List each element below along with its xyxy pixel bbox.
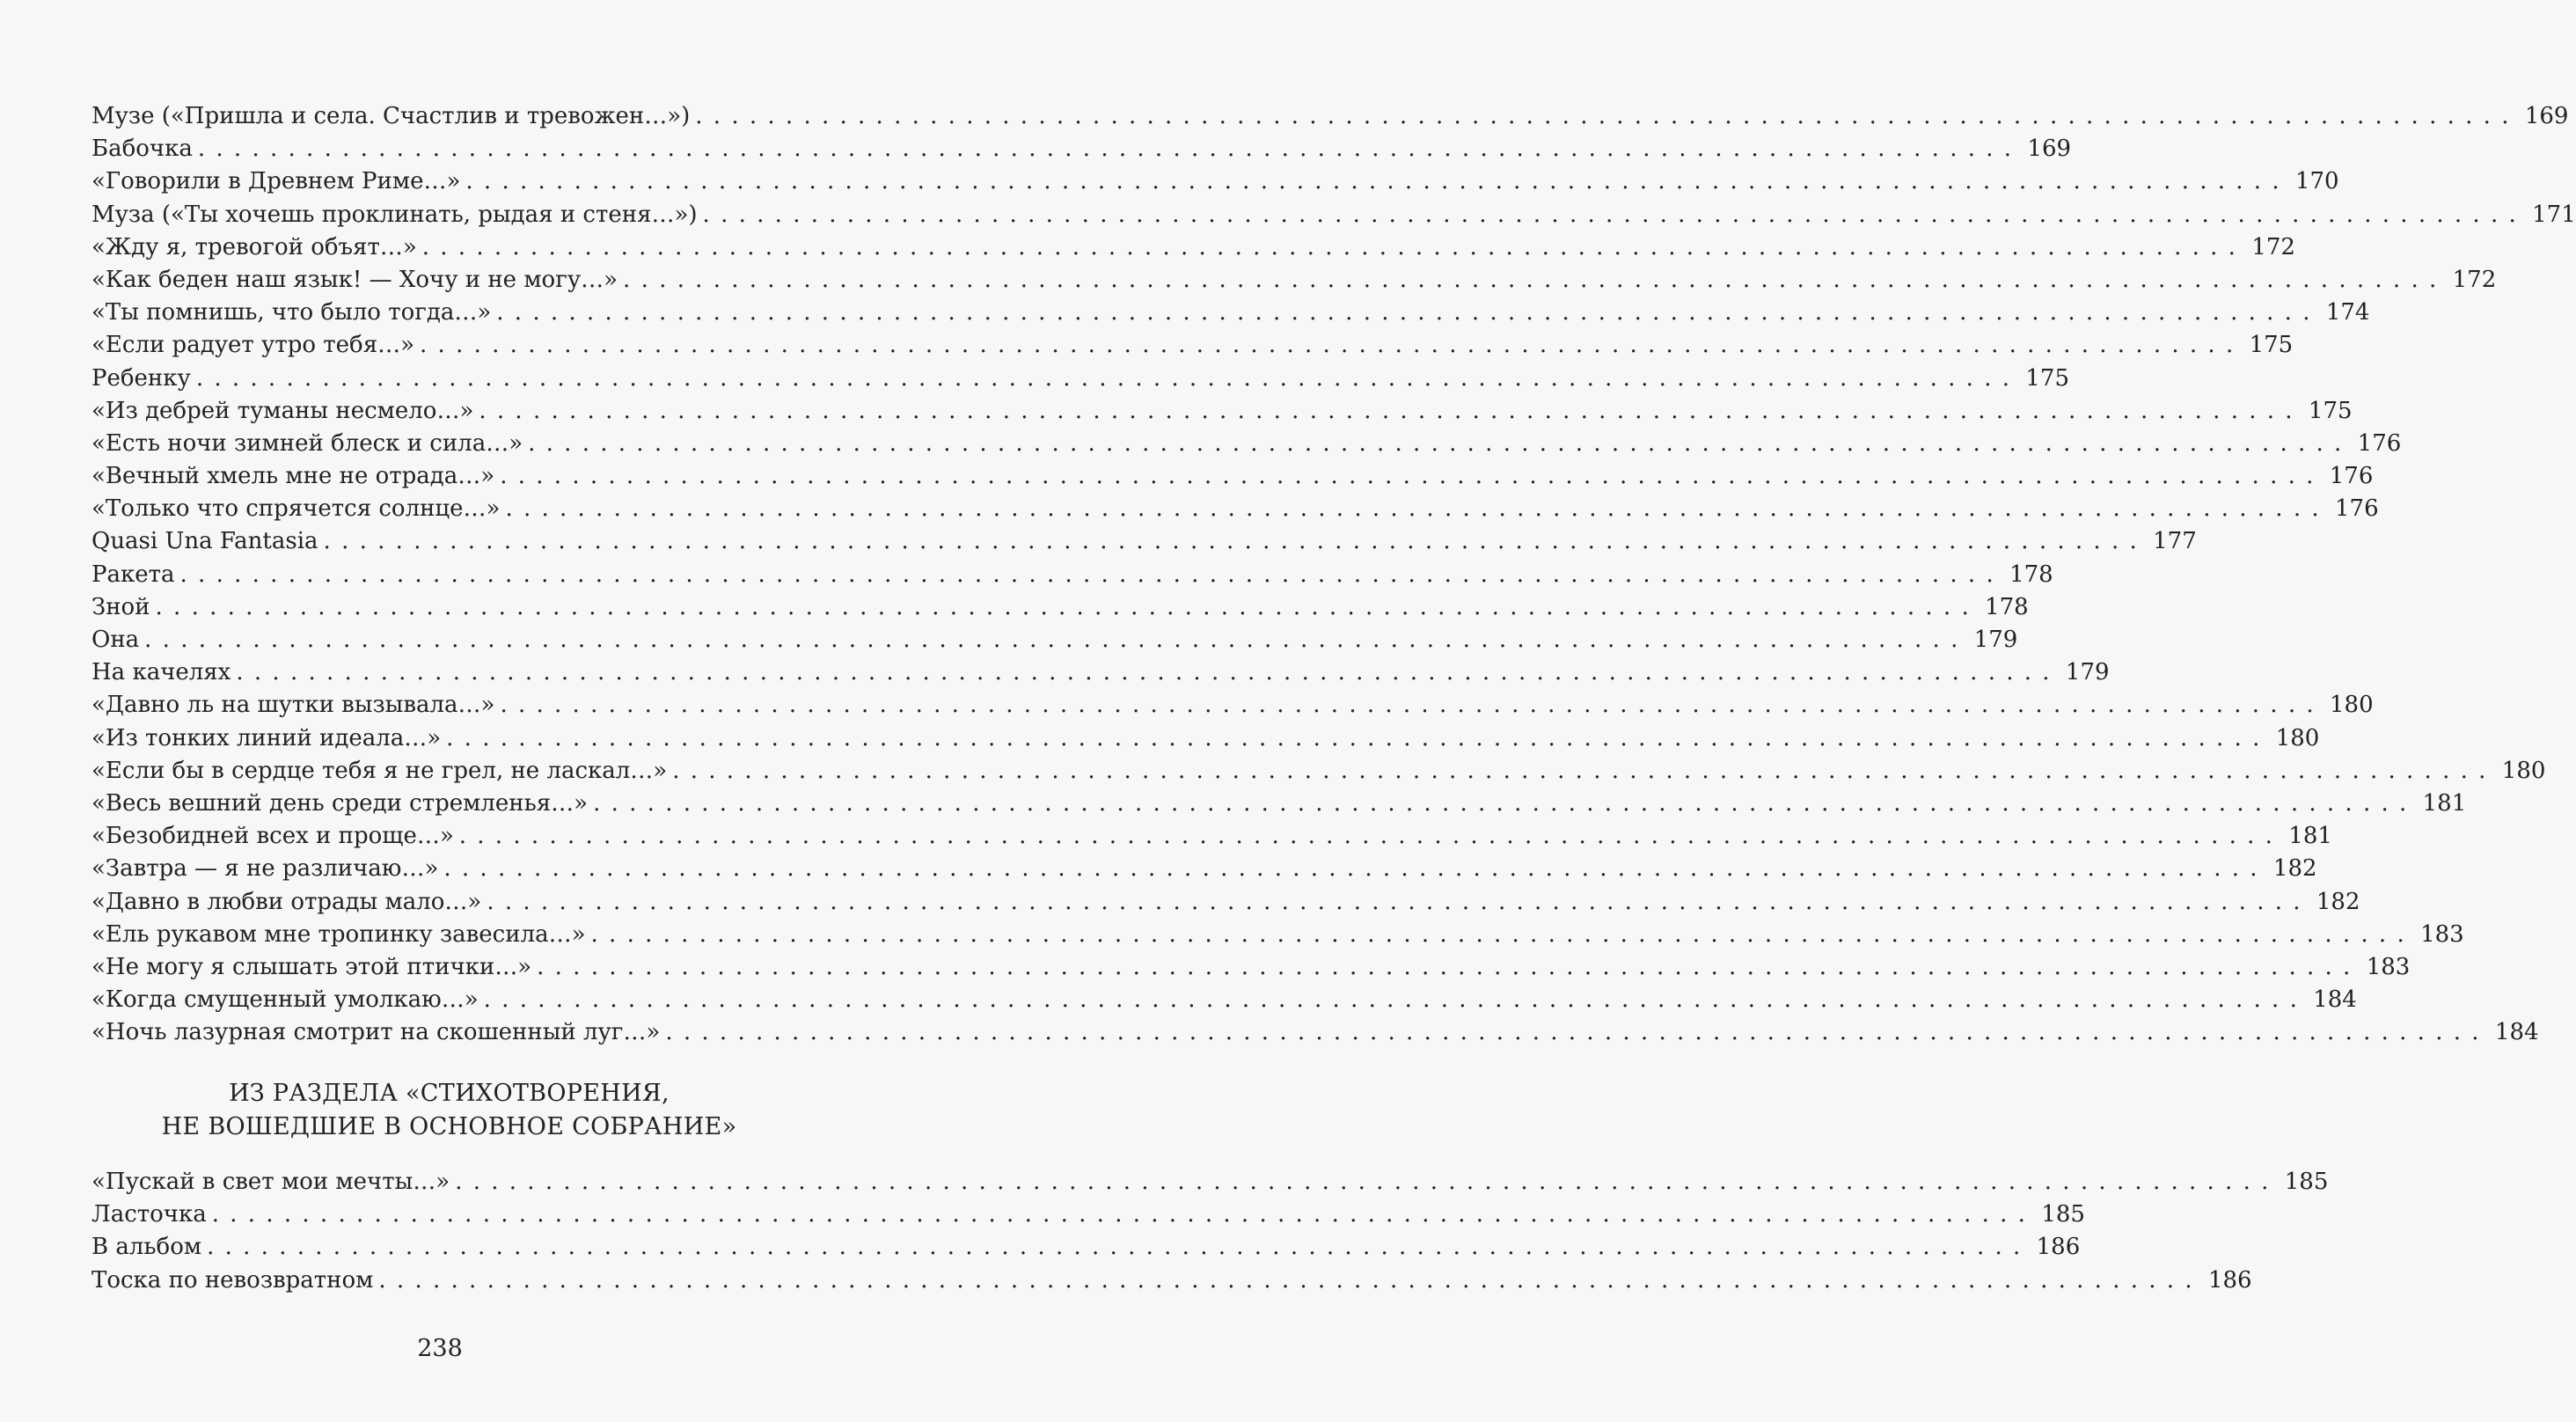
toc-entry-page: 180 <box>2501 757 2546 784</box>
toc-entry-page: 175 <box>2308 397 2353 424</box>
dot-leader <box>144 624 1959 656</box>
toc-entry-page: 185 <box>2041 1201 2085 1228</box>
toc-entry-page: 172 <box>2251 233 2295 260</box>
toc-entry-title: «Безобидней всех и проще…» <box>91 823 454 850</box>
section-heading-line-1: ИЗ РАЗДЕЛА «СТИХОТВОРЕНИЯ, <box>229 1080 670 1107</box>
toc-entry-title: «Если радует утро тебя…» <box>91 332 415 359</box>
toc-entry-title: «Как беден наш язык! — Хочу и не могу…» <box>91 266 618 293</box>
toc-entry <box>91 133 2072 165</box>
toc-entry <box>91 329 2294 362</box>
toc-entry-title: Тоска по невозвратном <box>91 1266 374 1294</box>
dot-leader <box>537 951 2352 984</box>
toc-entry-page: 185 <box>2284 1169 2329 1195</box>
toc-entry-title: «Только что спрячется солнце…» <box>91 495 501 523</box>
toc-entry <box>91 428 2402 460</box>
toc-entry-page: 169 <box>2524 103 2569 129</box>
toc-entry-page: 178 <box>1985 593 2029 620</box>
toc-entry <box>91 297 2370 329</box>
toc-entry <box>91 919 2464 951</box>
dot-leader <box>479 395 2294 428</box>
toc-entry-title: «Завтра — я не различаю…» <box>91 855 439 883</box>
toc-entry <box>91 689 2374 722</box>
toc-entry <box>91 1016 2539 1049</box>
toc-entry <box>91 624 2018 656</box>
dot-leader <box>500 689 2315 722</box>
dot-leader <box>236 656 2051 689</box>
toc-entry-page: 180 <box>2275 724 2320 751</box>
toc-entry <box>91 1264 2252 1297</box>
dot-leader <box>443 853 2258 885</box>
toc-entry-page: 186 <box>2207 1266 2252 1294</box>
dot-leader <box>500 460 2315 493</box>
toc-entry-page: 180 <box>2330 692 2374 719</box>
toc-entry-page: 184 <box>2313 986 2357 1014</box>
toc-entry <box>91 984 2357 1016</box>
page-number: 238 <box>417 1335 463 1362</box>
dot-leader <box>623 264 2438 297</box>
dot-leader <box>703 199 2518 231</box>
dot-leader <box>665 1016 2480 1049</box>
toc-entry-title: Бабочка <box>91 136 193 163</box>
toc-entry-page: 170 <box>2294 168 2339 195</box>
toc-entry-page: 183 <box>2366 953 2411 980</box>
toc-entry-title: «Давно в любви отрады мало…» <box>91 888 482 915</box>
toc-entry <box>91 460 2374 493</box>
toc-entry-page: 176 <box>2329 463 2374 490</box>
toc-entry-title: Ласточка <box>91 1201 207 1228</box>
toc-entry <box>91 722 2320 755</box>
toc-entry <box>91 1198 2085 1231</box>
toc-entry-title: «Из дебрей туманы несмело…» <box>91 397 474 424</box>
toc-entry-title: «Вечный хмель мне не отрада…» <box>91 463 495 490</box>
toc-entry-page: 174 <box>2325 299 2370 326</box>
toc-entry-title: На качелях <box>91 659 231 686</box>
toc-entry-title: Зной <box>91 593 150 620</box>
toc-entry-title: «Говорили в Древнем Риме…» <box>91 168 461 195</box>
toc-entry-page: 177 <box>2153 528 2197 555</box>
toc-entry-title: «Если бы в сердце тебя я не грел, не ласкал…» <box>91 757 668 784</box>
toc-entry-title: «Ты помнишь, что было тогда…» <box>91 299 492 326</box>
toc-entry-title: «Пускай в свет мои мечты…» <box>91 1169 450 1195</box>
toc-entry <box>91 853 2317 885</box>
section-heading-line-2: НЕ ВОШЕДШИЕ В ОСНОВНОЕ СОБРАНИЕ» <box>161 1113 737 1140</box>
dot-leader <box>591 919 2406 951</box>
toc-entry <box>91 755 2546 788</box>
dot-leader <box>422 231 2237 264</box>
dot-leader <box>446 722 2261 755</box>
dot-leader <box>487 886 2302 919</box>
dot-leader <box>180 559 1995 591</box>
toc-entry-page: 175 <box>2025 364 2070 392</box>
toc-entry-title: «Ночь лазурная смотрит на скошенный луг…» <box>91 1019 661 1046</box>
toc-entry <box>91 363 2070 395</box>
table-of-contents-section <box>91 1166 2329 1297</box>
toc-entry <box>91 264 2497 297</box>
toc-entry-title: «Из тонких линий идеала…» <box>91 724 442 751</box>
toc-entry <box>91 231 2295 264</box>
dot-leader <box>695 100 2510 133</box>
toc-entry <box>91 1166 2329 1198</box>
toc-entry-title: «Ель рукавом мне тропинку завесила…» <box>91 920 586 948</box>
toc-entry-title: «Давно ль на шутки вызывала…» <box>91 692 495 719</box>
toc-entry-page: 182 <box>2316 888 2360 915</box>
table-of-contents <box>91 100 2576 1049</box>
toc-entry-page: 181 <box>2422 789 2467 817</box>
toc-entry <box>91 493 2379 525</box>
dot-leader <box>156 591 1971 624</box>
toc-entry <box>91 395 2353 428</box>
dot-leader <box>465 165 2280 198</box>
toc-entry-title: Quasi Una Fantasia <box>91 528 318 555</box>
section-heading <box>91 1077 807 1144</box>
toc-entry-page: 176 <box>2357 429 2402 457</box>
dot-leader <box>420 329 2235 362</box>
toc-entry-page: 183 <box>2420 920 2464 948</box>
toc-entry-page: 184 <box>2494 1019 2539 1046</box>
toc-entry-page: 169 <box>2027 136 2072 163</box>
dot-leader <box>496 297 2311 329</box>
toc-entry <box>91 1231 2081 1264</box>
toc-entry-page: 176 <box>2335 495 2379 523</box>
toc-entry-title: Музе («Пришла и села. Счастлив и тревожен…») <box>91 103 691 129</box>
dot-leader <box>212 1198 2027 1231</box>
dot-leader <box>528 428 2343 460</box>
dot-leader <box>378 1264 2193 1297</box>
toc-entry-title: Она <box>91 627 140 653</box>
dot-leader <box>672 755 2487 788</box>
toc-entry-title: «Когда смущенный умолкаю…» <box>91 986 479 1014</box>
toc-entry <box>91 559 2053 591</box>
dot-leader <box>324 525 2139 558</box>
toc-entry-page: 178 <box>2009 561 2053 588</box>
toc-entry-page: 186 <box>2036 1234 2081 1261</box>
dot-leader <box>198 133 2013 165</box>
toc-entry-page: 181 <box>2288 823 2332 850</box>
toc-entry <box>91 951 2411 984</box>
toc-entry-page: 179 <box>1973 627 2018 653</box>
toc-entry-title: «Весь вешний день среди стремленья…» <box>91 789 589 817</box>
toc-entry-page: 182 <box>2272 855 2317 883</box>
toc-entry-page: 179 <box>2065 659 2110 686</box>
toc-entry <box>91 788 2467 820</box>
dot-leader <box>484 984 2299 1016</box>
toc-entry <box>91 199 2576 231</box>
dot-leader <box>593 788 2408 820</box>
toc-entry <box>91 886 2360 919</box>
toc-entry-page: 171 <box>2532 201 2576 228</box>
dot-leader <box>196 363 2011 395</box>
toc-entry <box>91 656 2110 689</box>
toc-entry <box>91 165 2339 198</box>
toc-entry-title: Ребенку <box>91 364 191 392</box>
dot-leader <box>459 820 2274 853</box>
toc-entry-title: Ракета <box>91 561 175 588</box>
toc-entry <box>91 100 2569 133</box>
dot-leader <box>455 1166 2270 1198</box>
toc-entry-page: 175 <box>2249 332 2294 359</box>
toc-entry <box>91 820 2332 853</box>
toc-entry-title: Муза («Ты хочешь проклинать, рыдая и стеня…») <box>91 201 698 228</box>
toc-entry-title: В альбом <box>91 1234 202 1261</box>
dot-leader <box>207 1231 2022 1264</box>
toc-entry-title: «Жду я, тревогой объят…» <box>91 233 417 260</box>
dot-leader <box>505 493 2320 525</box>
toc-entry <box>91 591 2029 624</box>
toc-entry-title: «Не могу я слышать этой птички…» <box>91 953 532 980</box>
toc-entry-page: 172 <box>2452 266 2497 293</box>
toc-entry-title: «Есть ночи зимней блеск и сила…» <box>91 429 523 457</box>
toc-entry <box>91 525 2197 558</box>
